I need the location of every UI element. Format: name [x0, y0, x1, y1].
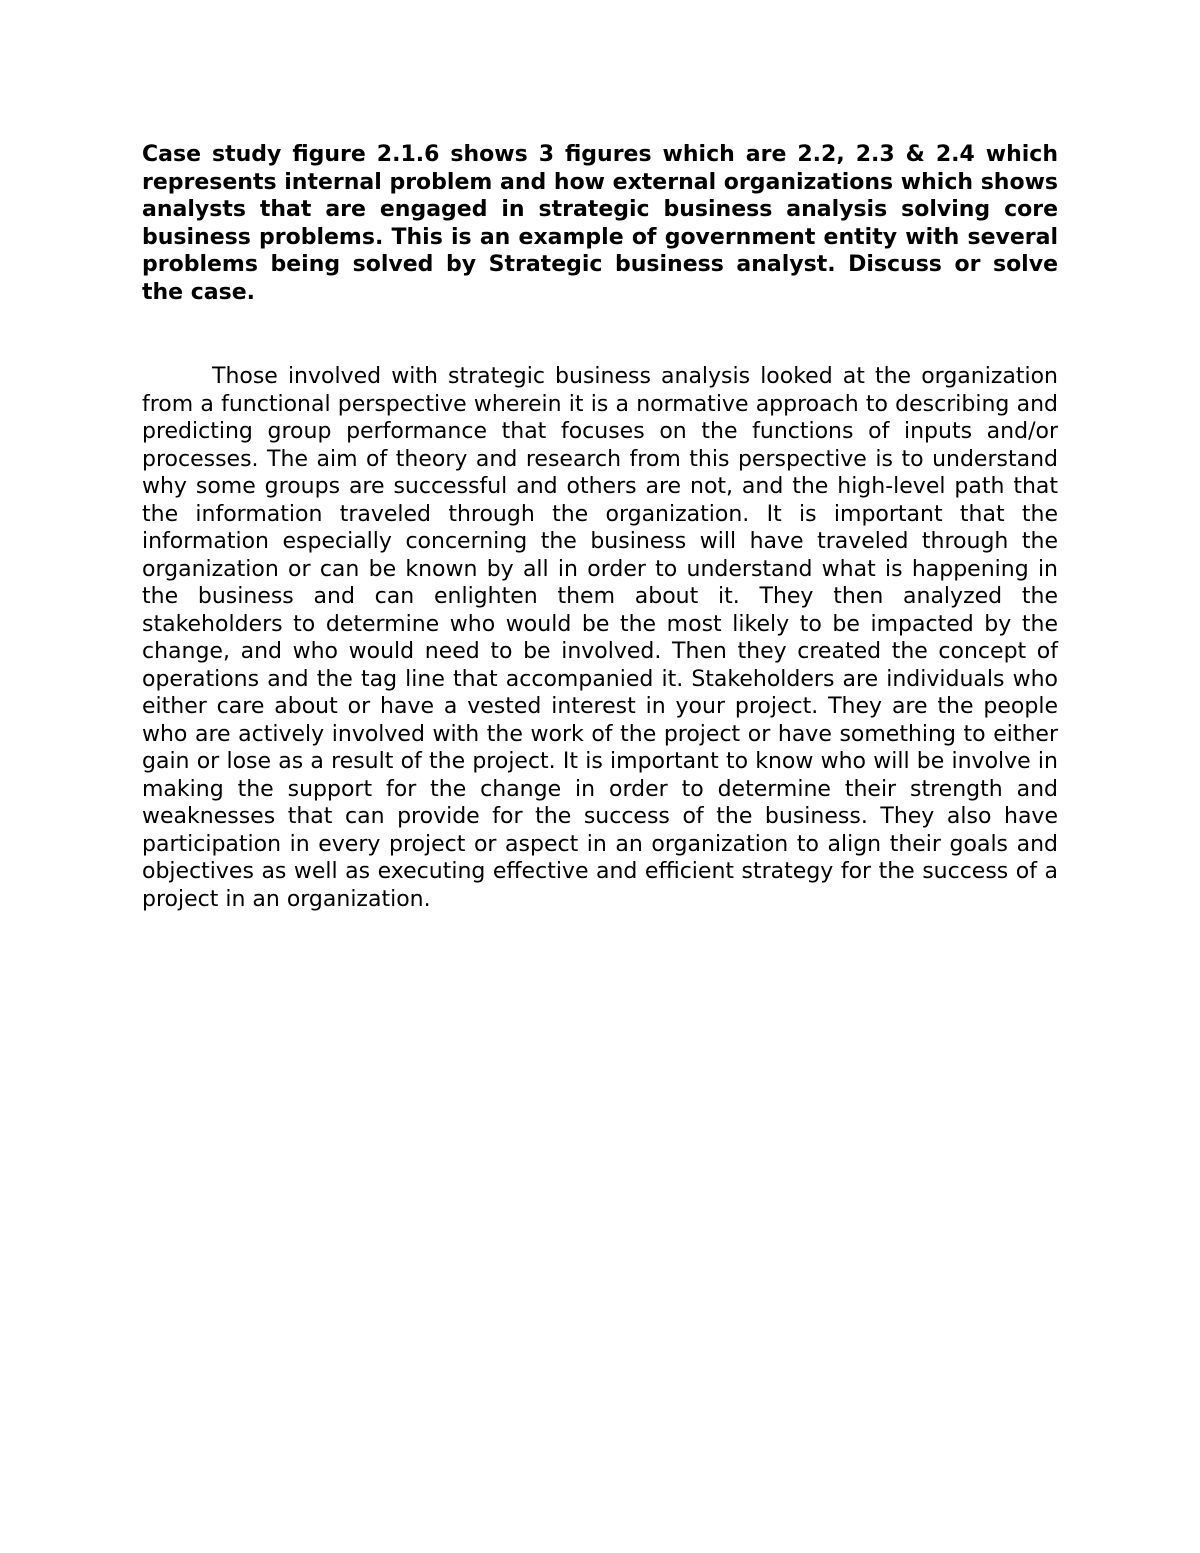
case-study-answer: Those involved with strategic business analysis looked at the organization from a functional perspective wherein it is a normative approach to describing and predicting group performance that focuses on the functions of inputs and/or processes. The aim of theory and research from this perspective is to understand why some groups are successful and others are not, and the high-level path that the information traveled through the organization. It is important that the information especially concerning the business will have traveled through the organization or can be known by all in order to understand what is happening in the business and can enlighten them about it. They then analyzed the stakeholders to determine who would be the most likely to be impacted by the change, and who would need to be involved. Then they created the concept of operations and the tag line that accompanied it. Stakeholders are individuals who either care about or have a vested interest in your project. They are the people who are actively involved with the work of the project or have something to either gain or lose as a result of the project. It is important to know who will be involve in making the support for the change in order to determine their strength and weaknesses that can provide for the success of the business. They also have participation in every project or aspect in an organization to align their goals and objectives as well as executing effective and efficient strategy for the success of a project in an organization.	[142, 364, 1058, 912]
case-study-question: Case study figure 2.1.6 shows 3 figures which are 2.2, 2.3 & 2.4 which represents internal problem and how external organizations which shows analysts that are engaged in strategic business analysis solving core business problems. This is an example of government entity with several problems being solved by Strategic business analyst. Discuss or solve the case.	[142, 142, 1058, 305]
